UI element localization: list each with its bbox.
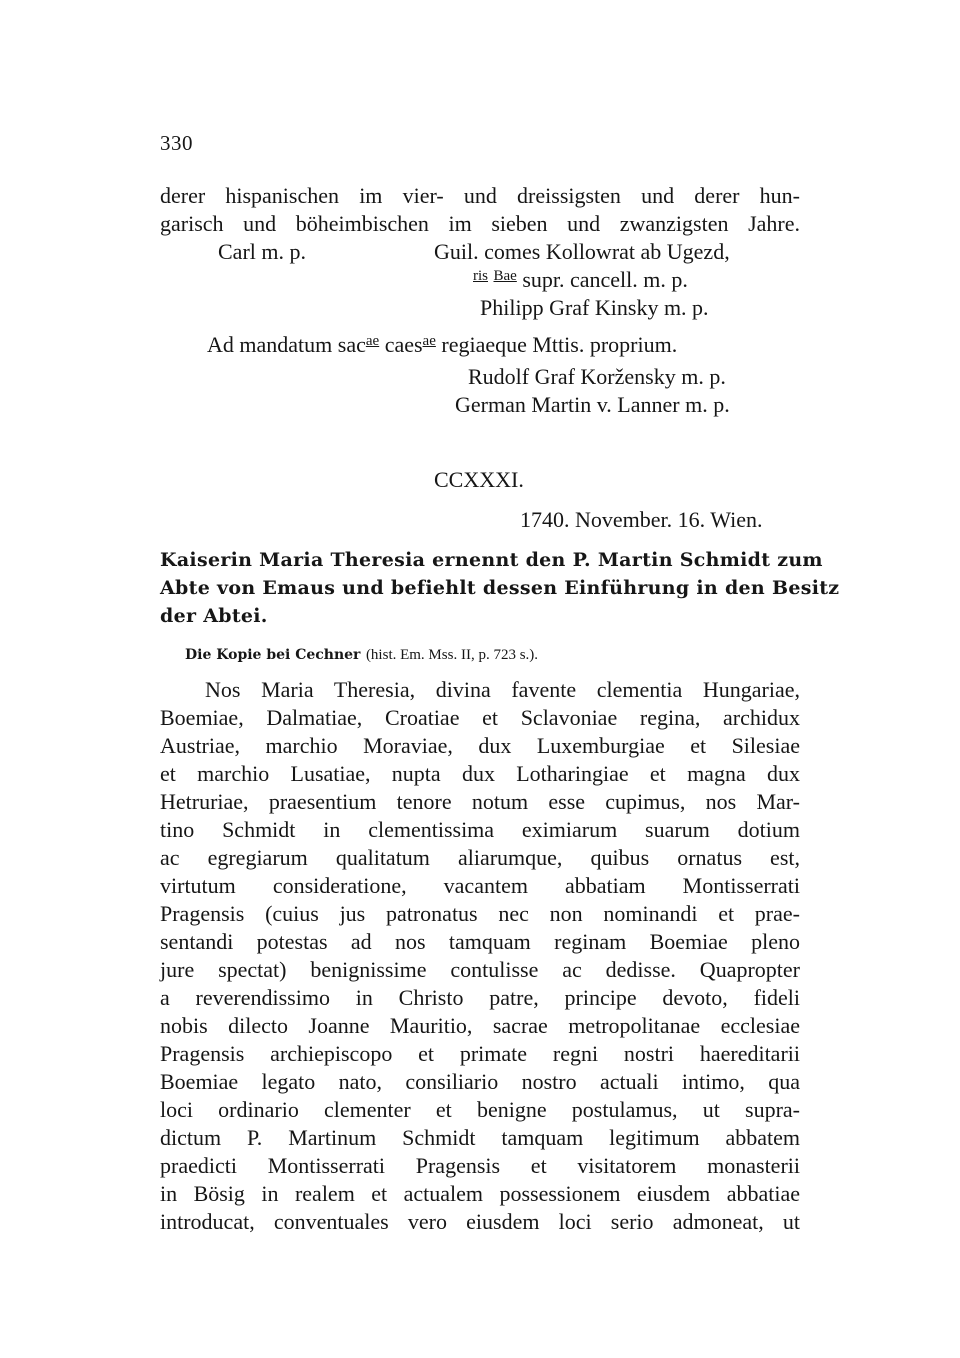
document-date: 1740. November. 16. Wien. (520, 507, 763, 532)
body-line: in Bösig in realem et actualem possessionem eiusdem abbatiae (160, 1181, 800, 1206)
source-note (185, 638, 538, 669)
intro-line: garisch und böheimbischen im sieben und zwanzigsten Jahre. (160, 211, 800, 236)
body-line: Boemiae, Dalmatiae, Croatiae et Sclavoniae regina, archidux (160, 705, 800, 730)
source-note-reference: (hist. Em. Mss. II, p. 723 s.). (365, 647, 539, 663)
body-line: tino Schmidt in clementissima eximiarum suarum dotium (160, 817, 800, 842)
signature-rudolf: Rudolf Graf Koržensky m. p. (468, 364, 726, 389)
abbreviation-superscript: ae (422, 333, 436, 349)
heading-line: der Abtei. (160, 605, 268, 627)
body-line: nobis dilecto Joanne Mauritio, sacrae metropolitanae ecclesiae (160, 1013, 800, 1038)
body-line: Pragensis archiepiscopo et primate regni nostri haereditarii (160, 1041, 800, 1066)
mandatum-text: regiaeque Mttis. proprium. (441, 332, 678, 357)
abbreviation-superscript: ris (473, 268, 488, 284)
signature-guil-title-text: supr. cancell. m. p. (522, 267, 688, 292)
body-line: ac egregiarum qualitatum aliarumque, quibus ornatus est, (160, 845, 800, 870)
mandatum-text: caes (384, 332, 423, 357)
body-line: Austriae, marchio Moraviae, dux Luxemburgiae et Silesiae (160, 733, 800, 758)
body-line: a reverendissimo in Christo patre, principe devoto, fideli (160, 985, 800, 1010)
mandatum-line (207, 331, 677, 362)
body-line: dictum P. Martinum Schmidt tamquam legitimum abbatem (160, 1125, 800, 1150)
body-line: sentandi potestas ad nos tamquam reginam Boemiae pleno (160, 929, 800, 954)
mandatum-text: Ad mandatum sac (207, 332, 366, 357)
body-line: loci ordinario clementer et benigne postulamus, ut supra- (160, 1097, 800, 1122)
abbreviation-superscript: Bae (493, 268, 517, 284)
heading-line: Kaiserin Maria Theresia ernennt den P. Martin Schmidt zum (160, 549, 823, 571)
heading-line: Abte von Emaus und befiehlt dessen Einführung in den Besitz (160, 577, 840, 599)
body-line: Boemiae legato nato, consiliario nostro actuali intimo, qua (160, 1069, 800, 1094)
body-line: Nos Maria Theresia, divina favente clementia Hungariae, (205, 677, 800, 702)
body-line: Hetruriae, praesentium tenore notum esse cupimus, nos Mar- (160, 789, 800, 814)
abbreviation-superscript: ae (365, 333, 380, 349)
signature-guil: Guil. comes Kollowrat ab Ugezd, (434, 239, 730, 264)
document-number: CCXXXI. (434, 467, 524, 492)
body-line: praedicti Montisserrati Pragensis et visitatorem monasterii (160, 1153, 800, 1178)
signature-guil-title (473, 266, 688, 297)
page-number: 330 (160, 131, 193, 155)
body-line: virtutum consideratione, vacantem abbatiam Montisserrati (160, 873, 800, 898)
source-note-prefix: Die Kopie bei Cechner (185, 647, 361, 663)
body-line: Pragensis (cuius jus patronatus nec non nominandi et prae- (160, 901, 800, 926)
intro-line: derer hispanischen im vier- und dreissigsten und derer hun- (160, 183, 800, 208)
body-line: jure spectat) benignissime contulisse ac dedisse. Quapropter (160, 957, 800, 982)
signature-german: German Martin v. Lanner m. p. (455, 392, 730, 417)
signature-philipp: Philipp Graf Kinsky m. p. (480, 295, 709, 320)
body-line: et marchio Lusatiae, nupta dux Lotharingiae et magna dux (160, 761, 800, 786)
body-line: introducat, conventuales vero eiusdem loci serio admoneat, ut (160, 1209, 800, 1234)
signature-carl: Carl m. p. (218, 239, 306, 264)
